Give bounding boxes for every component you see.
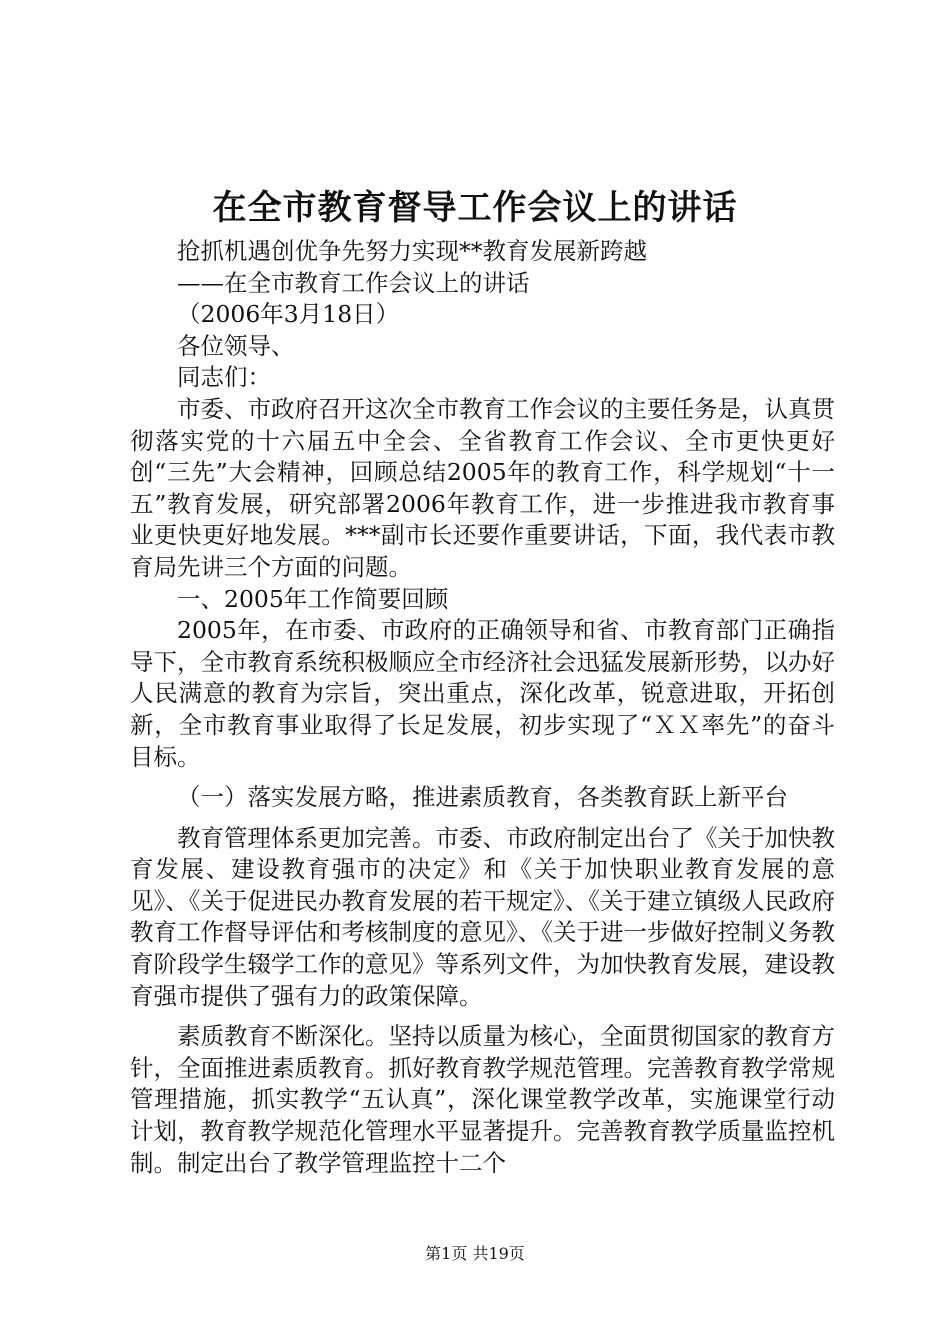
subsection-heading-1: （一）落实发展方略，推进素质教育，各类教育跃上新平台 (177, 783, 788, 812)
paragraph-management-system: 教育管理体系更加完善。市委、市政府制定出台了《关于加快教育发展、建设教育强市的决定》和《关于加快职业教育发展的意见》、《关于促进民办教育发展的若干规定》、《关于建立镇级人民政府教育工作督导评估和考核制度的意见》、《关于进一步做好控制义务教育阶段学生辍学工作的意见》等系列文件，为加快教育发展，建设教育强市提供了强有力的政策保障。 (130, 823, 835, 1010)
salutation-comrades: 同志们： (177, 363, 271, 392)
page-footer: 第1页 共19页 (425, 1244, 525, 1263)
speech-subtitle: 抢抓机遇创优争先努力实现**教育发展新跨越 (177, 237, 647, 265)
speech-subtitle-occasion: ——在全市教育工作会议上的讲话 (177, 268, 530, 297)
paragraph-quality-education: 素质教育不断深化。坚持以质量为核心，全面贯彻国家的教育方针，全面推进素质教育。抓好教育教学规范管理。完善教育教学常规管理措施，抓实教学“五认真”，深化课堂教学改革，实施课堂行动计划，教育教学规范化管理水平显著提升。完善教育教学质量监控机制。制定出台了教学管理监控十二个 (130, 1022, 835, 1177)
paragraph-intro: 市委、市政府召开这次全市教育工作会议的主要任务是，认真贯彻落实党的十六届五中全会、全省教育工作会议、全市更快更好创“三先”大会精神，回顾总结2005年的教育工作，科学规划“十一五”教育发展，研究部署2006年教育工作，进一步推进我市教育事业更快更好地发展。***副市长还要作重要讲话，下面，我代表市教育局先讲三个方面的问题。 (130, 394, 835, 581)
document-body (130, 236, 835, 1179)
section-heading-1: 一、2005年工作简要回顾 (177, 584, 449, 613)
paragraph-2005-review: 2005年，在市委、市政府的正确领导和省、市教育部门正确指导下，全市教育系统积极顺应全市经济社会迅猛发展新形势，以办好人民满意的教育为宗旨，突出重点，深化改革，锐意进取，开拓创新，全市教育事业取得了长足发展，初步实现了“ＸＸ率先”的奋斗目标。 (130, 616, 835, 771)
salutation-leaders: 各位领导、 (177, 331, 295, 360)
document-title: 在全市教育督导工作会议上的讲话 (212, 188, 738, 228)
speech-date: （2006年3月18日） (177, 300, 400, 329)
